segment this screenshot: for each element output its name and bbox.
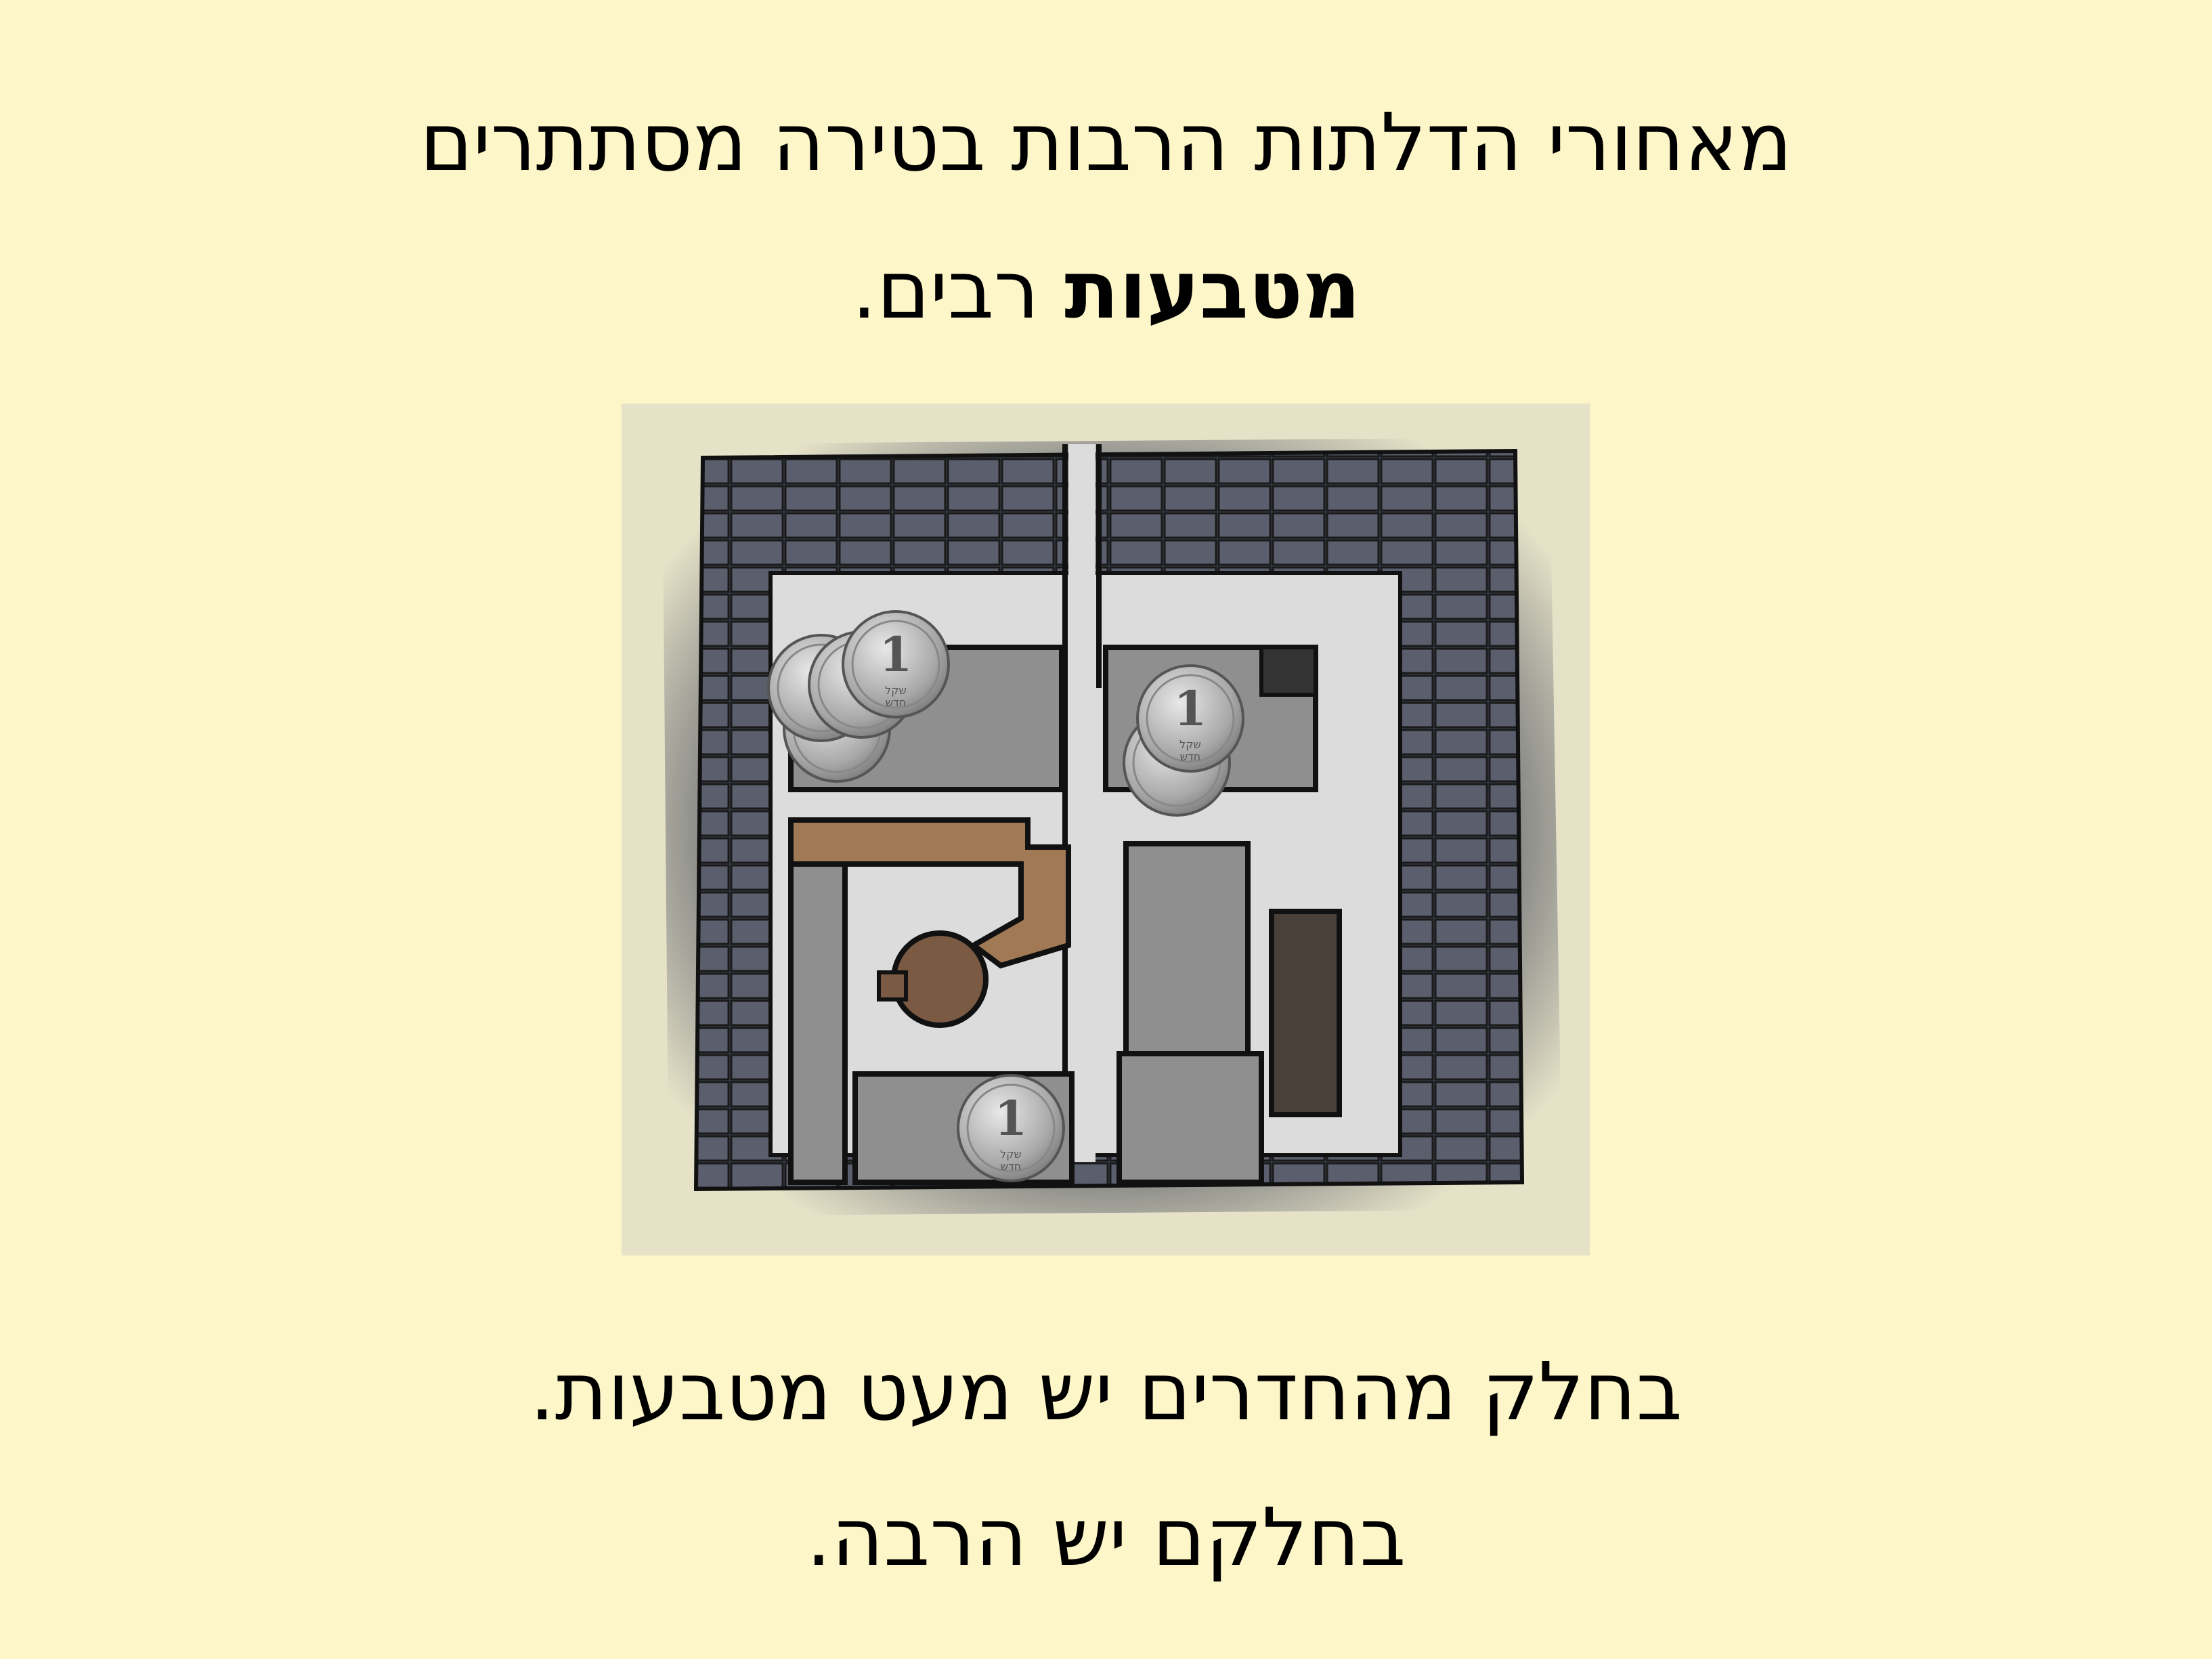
outro-line-1: בחלק מהחדרים יש מעט מטבעות. [529,1345,1683,1438]
center-corridor [1068,444,1096,1162]
coin-label-top: שקל [1179,738,1201,751]
coin-label-top: שקל [885,684,907,697]
room-bottom-right [1119,1054,1261,1182]
intro-line-2 [0,242,2212,337]
outro-line-2: בחלקם יש הרבה. [806,1490,1406,1584]
dark-chamber [1272,911,1339,1115]
intro-line-1: מאחורי הדלתות הרבות בטירה מסתתרים [420,95,1792,189]
intro-line-2-rest: רבים. [851,243,1065,337]
chamber [1261,647,1316,695]
coin-label-top: שקל [1000,1148,1022,1161]
coin-value: 1 [879,626,913,683]
coin-label-bottom: חדש [1179,750,1201,763]
room-middle-right [1126,844,1248,1060]
coin [958,1075,1064,1181]
coin-value: 1 [1173,681,1207,737]
coin-label-bottom: חדש [1000,1160,1022,1173]
coin-value: 1 [994,1090,1028,1146]
room-left [791,864,845,1182]
coin-stack-bottom-left [958,1075,1064,1181]
coins-word: מטבעות [1064,243,1361,337]
coin [843,611,949,717]
castle-map [622,404,1590,1255]
coin-label-bottom: חדש [885,696,907,709]
coin [1137,666,1243,771]
